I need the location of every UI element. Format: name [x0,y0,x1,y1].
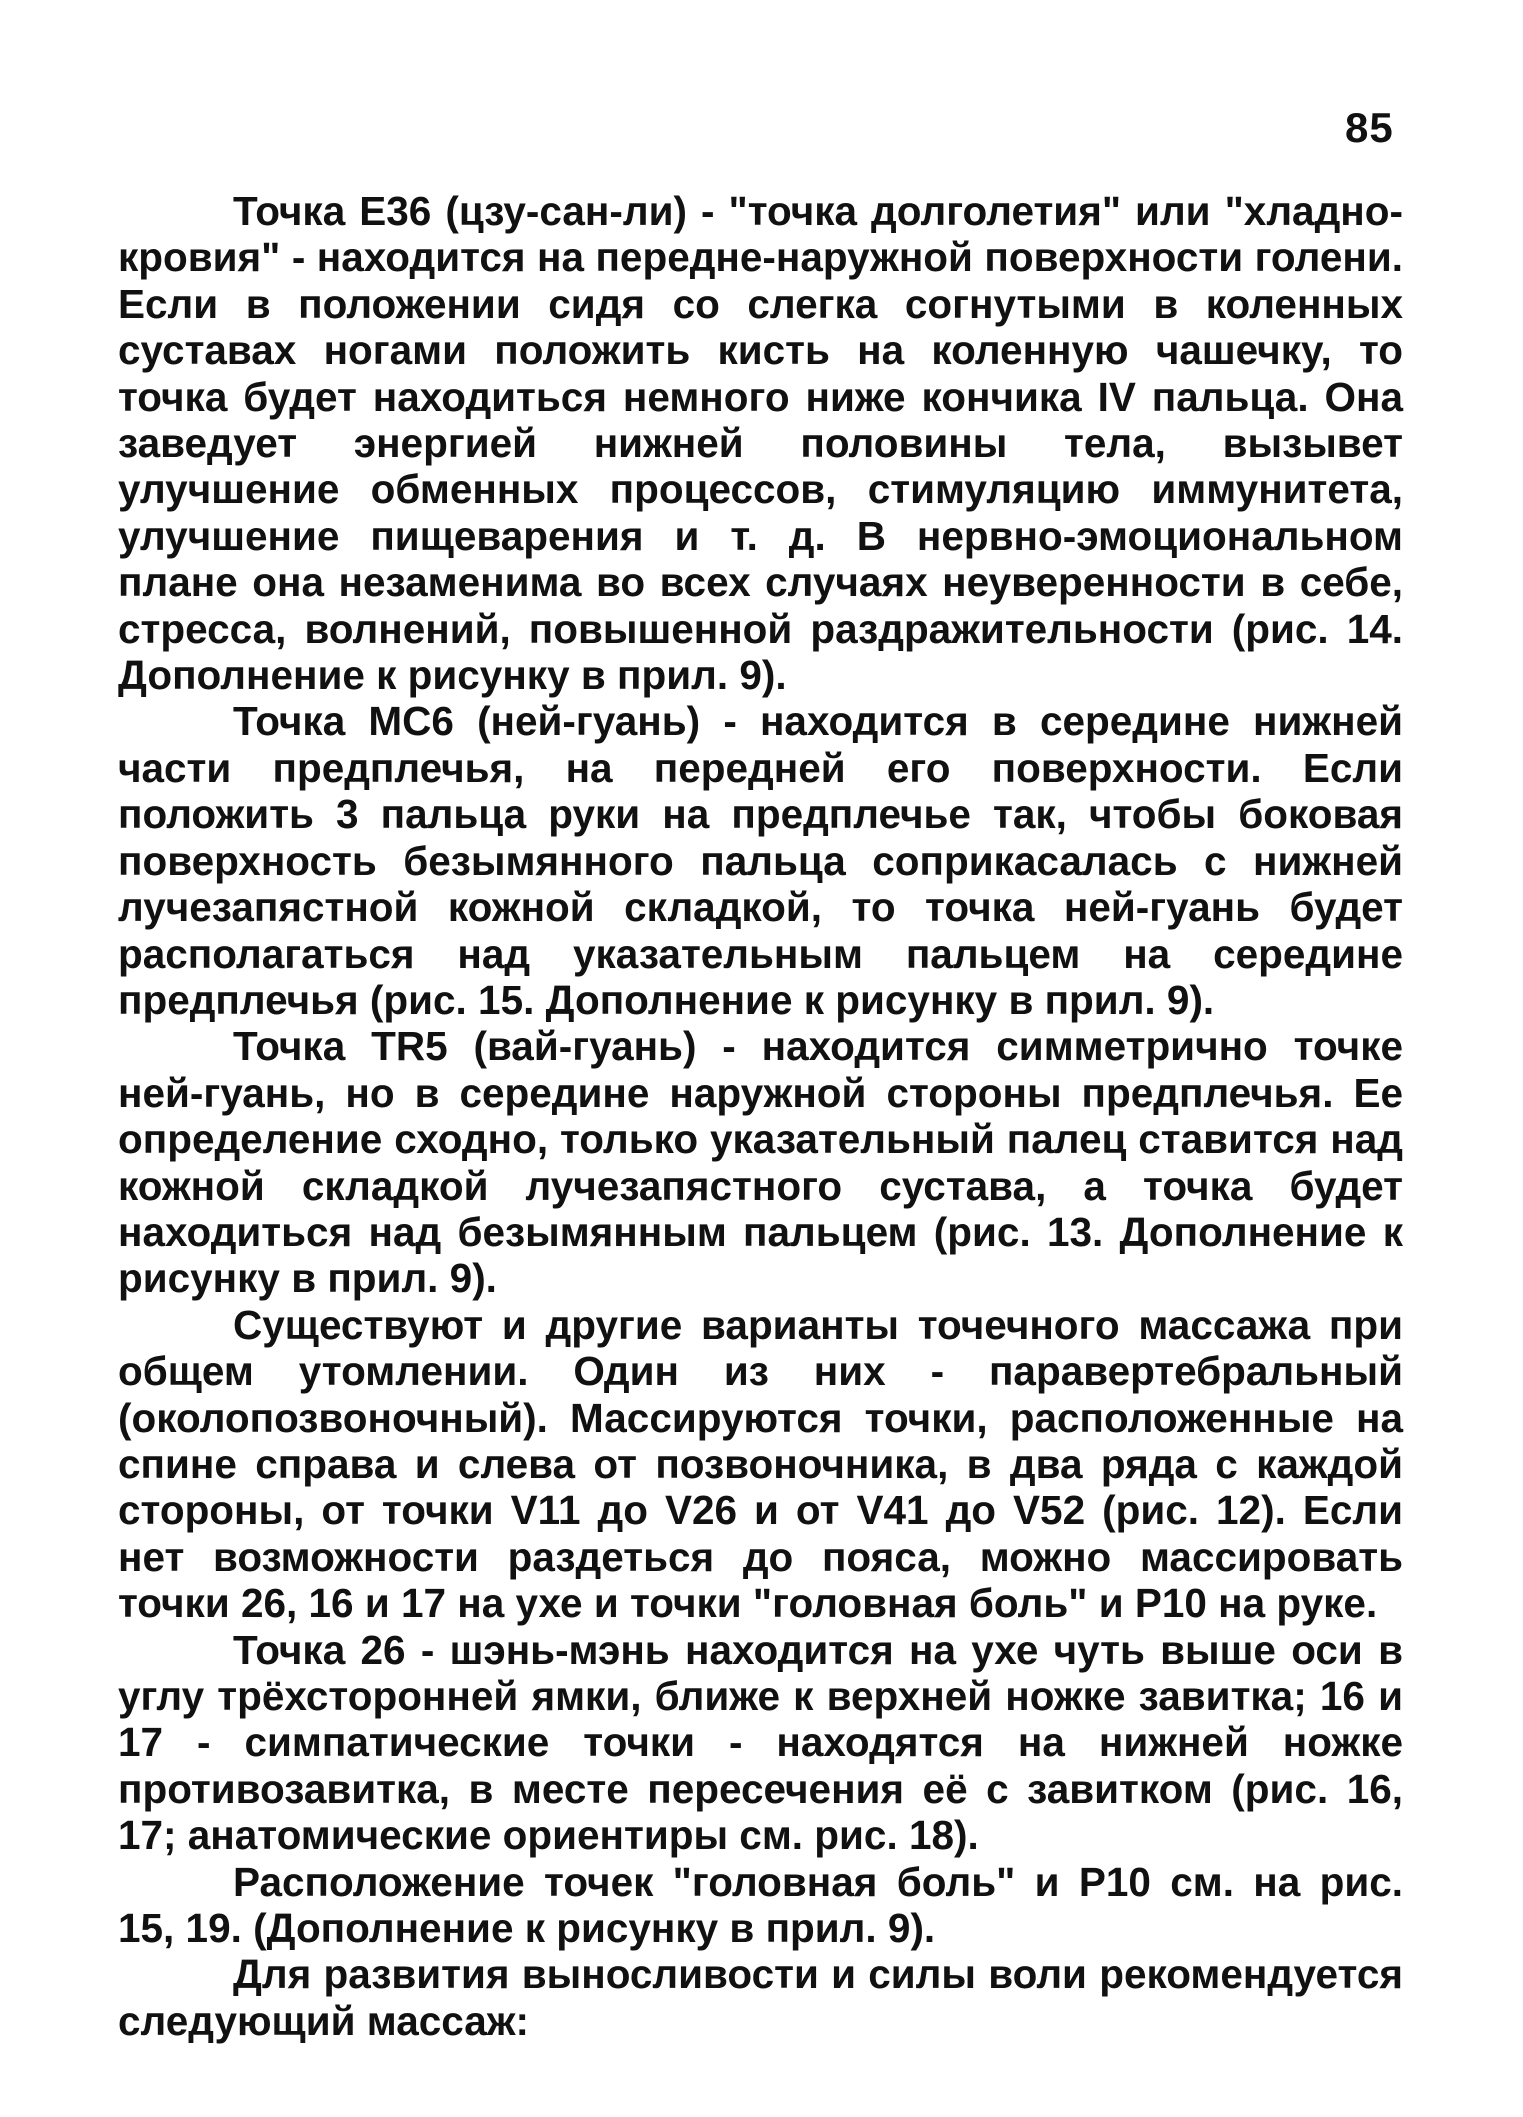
paragraph-point-e36: Точка Е36 (цзу-сан-ли) - "точка долголетия" или "хладнокровия" - находится на передне-наружной поверхности голени. Если в положении сидя со слегка согнутыми в коленных суставах ногами положить кисть на коленную чашечку, то точка будет находиться немного ниже кончика IV пальца. Она заведует энергией нижней половины тела, вызывет улучшение обменных процессов, стимуляцию иммунитета, улучшение пищеварения и т. д. В нервно-эмоциональном плане она незаменима во всех случаях неуверенности в себе, стресса, волнений, повышенной раздражительности (рис. 14. Дополнение к рисунку в прил. 9). [118,188,1403,699]
paragraph-other-variants: Существуют и другие варианты точечного массажа при общем утомлении. Один из них - паравертебральный (околопозвоночный). Массируются точки, расположенные на спине справа и слева от позвоночника, в два ряда с каждой стороны, от точки V11 до V26 и от V41 до V52 (рис. 12). Если нет возможности раздеться до пояса, можно массировать точки 26, 16 и 17 на ухе и точки "головная боль" и Р10 на руке. [118,1301,1403,1627]
paragraph-endurance-massage: Для развития выносливости и силы воли рекомендуется следующий массаж: [118,1951,1403,2044]
paragraph-point-tr5: Точка TR5 (вай-гуань) - находится симметрично точке ней-гуань, но в середине наружной стороны предплечья. Ее определение сходно, только указательный палец ставится над кожной складкой лучезапястного сустава, а точка будет находиться над безымянным пальцем (рис. 13. Дополнение к рисунку в прил. 9). [118,1023,1403,1302]
paragraph-headache-p10: Расположение точек "головная боль" и Р10 см. на рис. 15, 19. (Дополнение к рисунку в прил. 9). [118,1858,1403,1952]
paragraph-point-mc6: Точка МС6 (ней-гуань) - находится в середине нижней части предплечья, на передней его поверхности. Если положить 3 пальца руки на предплечье так, чтобы боковая поверхность безымянного пальца соприкасалась с нижней лучезапястной кожной складкой, то точка ней-гуань будет располагаться над указательным пальцем на середине предплечья (рис. 15. Дополнение к рисунку в прил. 9). [118,698,1403,1023]
page-number: 85 [1345,104,1394,151]
paragraph-point-26: Точка 26 - шэнь-мэнь находится на ухе чуть выше оси в углу трёхсторонней ямки, ближе к верхней ножке завитка; 16 и 17 - симпатические точки - находятся на нижней ножке противозавитка, в месте пересечения её с завитком (рис. 16, 17; анатомические ориентиры см. рис. 18). [118,1626,1403,1859]
page-body-text [118,188,1403,2044]
